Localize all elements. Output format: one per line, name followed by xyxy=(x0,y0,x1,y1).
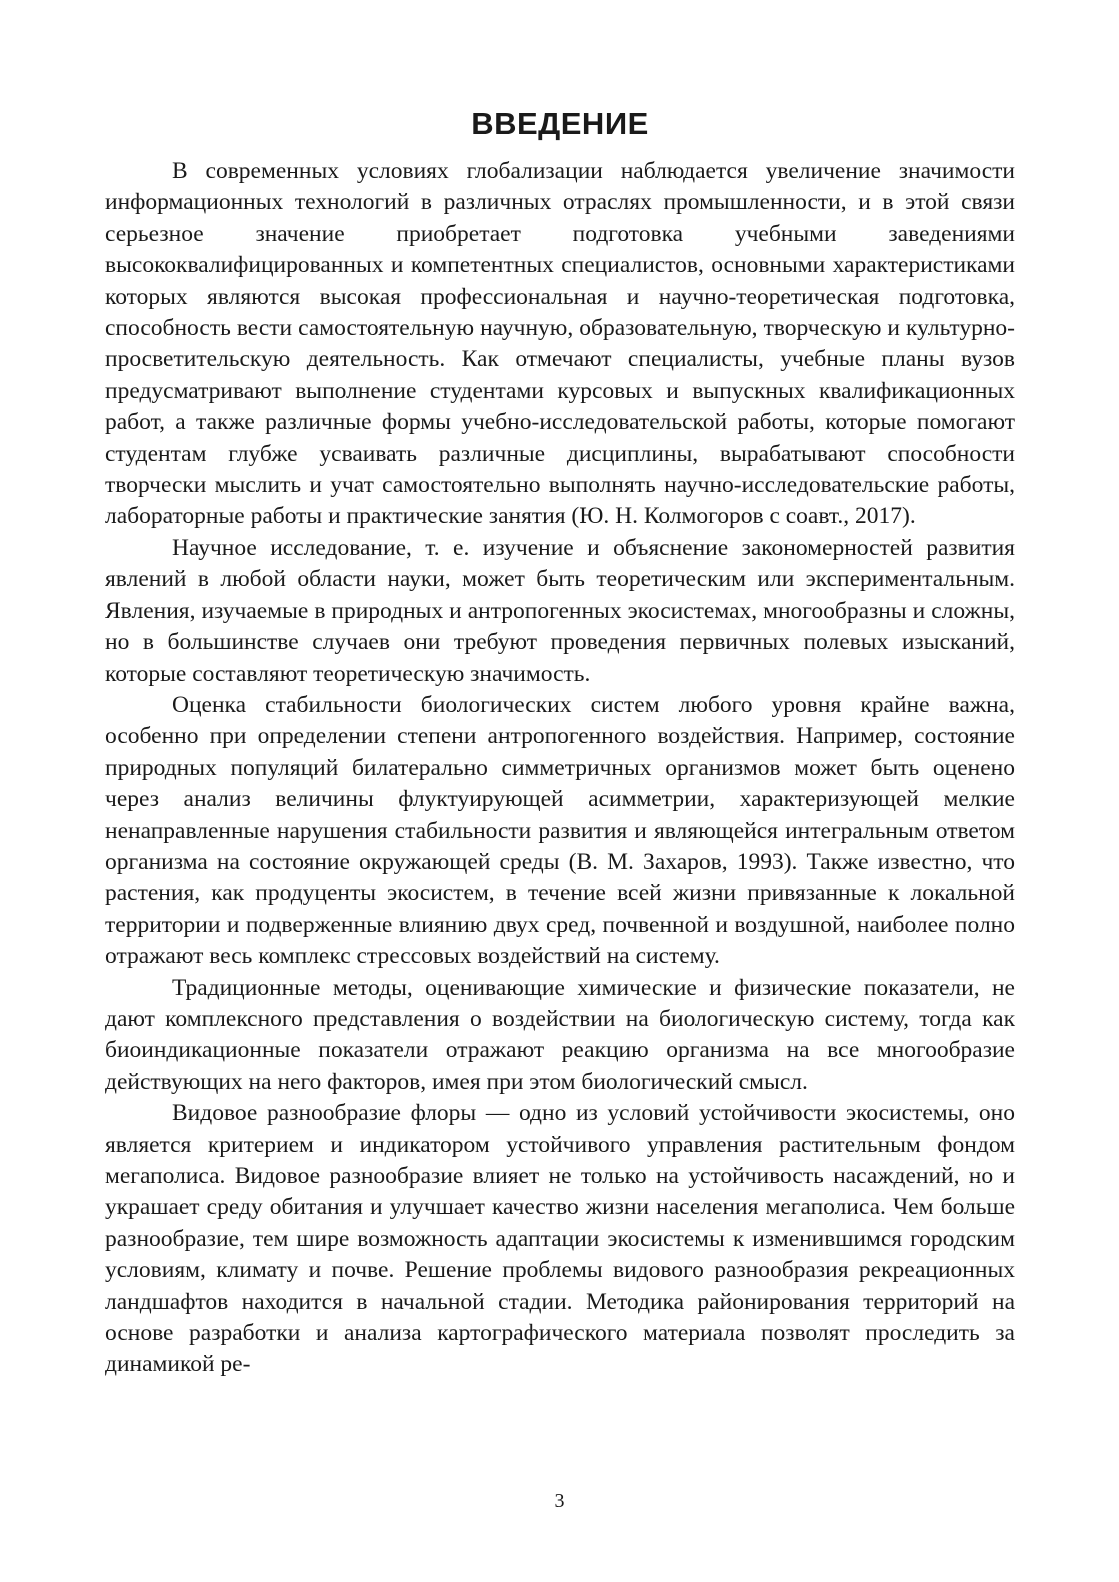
paragraph-1: В современных условиях глобализации наблюдается увеличение значимости информационных технологий в различных отраслях промышленности, и в этой связи серьезное значение приобретает подготовка учебными заведениями высококвалифицированных и компетентных специалистов, основными характеристиками которых являются высокая профессиональная и научно-теоретическая подготовка, способность вести самостоятельную научную, образовательную, творческую и культурно-просветительскую деятельность. Как отмечают специалисты, учебные планы вузов предусматривают выполнение студентами курсовых и выпускных квалификационных работ, а также различные формы учебно-исследовательской работы, которые помогают студентам глубже усваивать различные дисциплины, вырабатывают способности творчески мыслить и учат самостоятельно выполнять научно-исследовательские работы, лабораторные работы и практические занятия (Ю. Н. Колмогоров с соавт., 2017). xyxy=(105,158,1015,530)
paragraph-4: Традиционные методы, оценивающие химические и физические показатели, не дают комплексного представления о воздействии на биологическую систему, тогда как биоиндикационные показатели отражают реакцию организма на все многообразие действующих на него факторов, имея при этом биологический смысл. xyxy=(105,974,1015,1095)
page-number: 3 xyxy=(554,1490,565,1512)
paragraph-2: Научное исследование, т. е. изучение и объяснение закономерностей развития явлений в любой области науки, может быть теоретическим или экспериментальным. Явления, изучаемые в природных и антропогенных экосистемах, многообразны и сложны, но в большинстве случаев они требуют проведения первичных полевых изысканий, которые составляют теоретическую значимость. xyxy=(105,534,1015,687)
paragraph-3: Оценка стабильности биологических систем любого уровня крайне важна, особенно при определении степени антропогенного воздействия. Например, состояние природных популяций билатерально симметричных организмов может быть оценено через анализ величины флуктуирующей асимметрии, характеризующей мелкие ненаправленные нарушения стабильности развития и являющейся интегральным ответом организма на состояние окружающей среды (В. М. Захаров, 1993). Также известно, что растения, как продуценты экосистем, в течение всей жизни привязанные к локальной территории и подверженные влиянию двух сред, почвенной и воздушной, наиболее полно отражают весь комплекс стрессовых воздействий на систему. xyxy=(105,691,1015,970)
document-page xyxy=(105,98,1015,1381)
page-heading: ВВЕДЕНИЕ xyxy=(471,106,649,141)
paragraph-5: Видовое разнообразие флоры — одно из условий устойчивости экосистемы, оно является критерием и индикатором устойчивого управления растительным фондом мегаполиса. Видовое разнообразие влияет не только на устойчивость насаждений, но и украшает среду обитания и улучшает качество жизни населения мегаполиса. Чем больше разнообразие, тем шире возможность адаптации экосистемы к изменившимся городским условиям, климату и почве. Решение проблемы видового разнообразия рекреационных ландшафтов находится в начальной стадии. Методика районирования территорий на основе разработки и анализа картографического материала позволят проследить за динамикой ре- xyxy=(105,1100,1015,1378)
